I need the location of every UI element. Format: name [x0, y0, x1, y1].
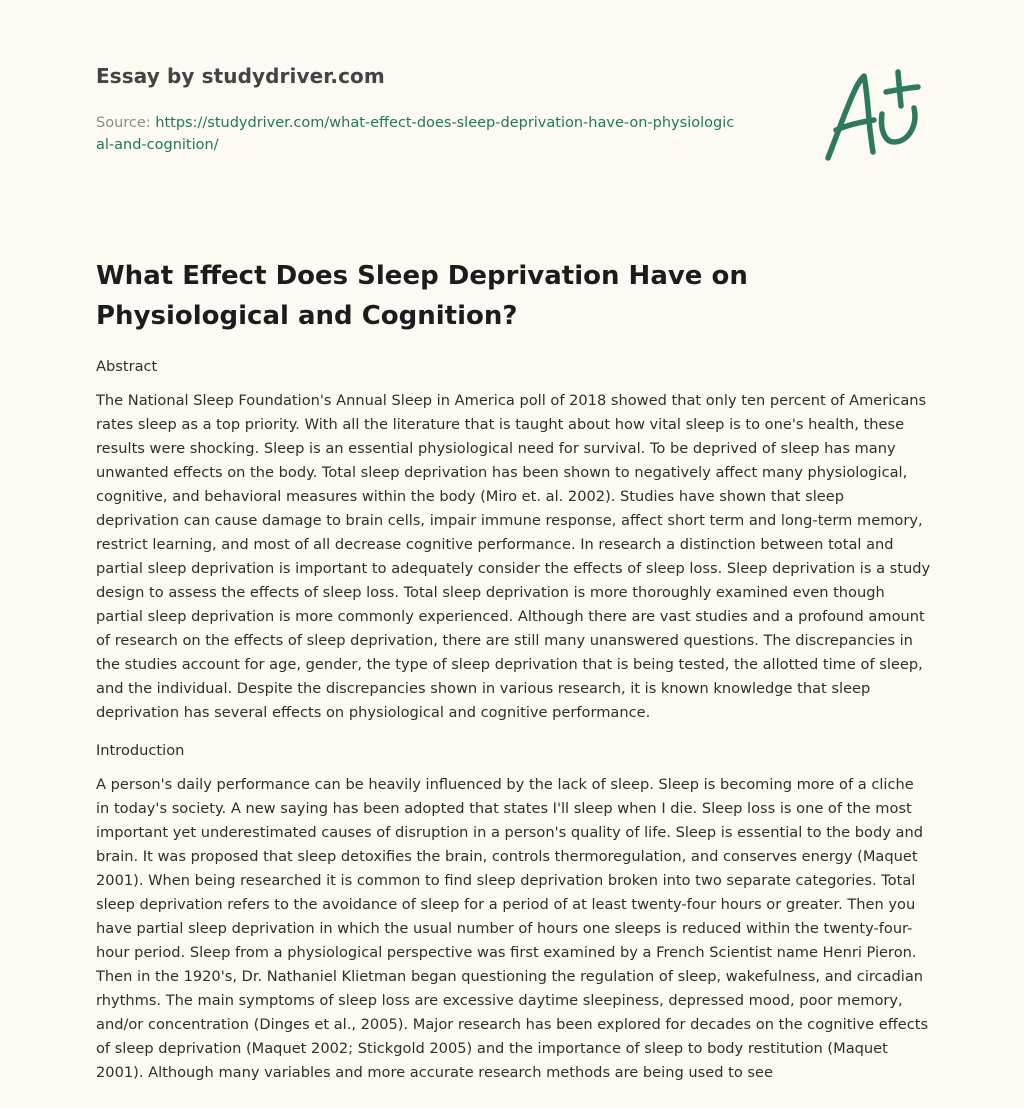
section-body-introduction: A person's daily performance can be heavily influenced by the lack of sleep. Sleep is becoming more of a cliche in today's society. A new saying has been adopted that states I'll sleep when I die. Sleep loss is one of the most important yet underestimated causes of disruption in a person's quality of life. Sleep is essential to the body and brain. It was proposed that sleep detoxifies the brain, controls thermoregulation, and conserves energy (Maquet 2001). When being researched it is common to find sleep deprivation broken into two separate categories. Total sleep deprivation refers to the avoidance of sleep for a period of at least twenty-four hours or greater. Then you have partial sleep deprivation in which the usual number of hours one sleeps is reduced within the twenty-four-hour period. Sleep from a physiological perspective was first examined by a French Scientist name Henri Pieron. Then in the 1920's, Dr. Nathaniel Klietman began questioning the regulation of sleep, wakefulness, and circadian rhythms. The main symptoms of sleep loss are excessive daytime sleepiness, depressed mood, poor memory, and/or concentration (Dinges et al., 2005). Major research has been explored for decades on the cognitive effects of sleep deprivation (Maquet 2002; Stickgold 2005) and the importance of sleep to body restitution (Maquet 2001). Although many variables and more accurate research methods are being used to see: [96, 776, 929, 1081]
essay-content: [96, 355, 931, 1099]
a-plus-grade-icon: [822, 68, 926, 166]
source-link[interactable]: https://studydriver.com/what-effect-does-sleep-deprivation-have-on-physiological-and-cognition/: [96, 115, 735, 153]
section-heading-abstract: Abstract: [96, 358, 158, 375]
essay-title: What Effect Does Sleep Deprivation Have on Physiological and Cognition?: [96, 261, 748, 331]
source-line: [96, 112, 736, 156]
source-label: Source:: [96, 115, 151, 131]
section-heading-introduction: Introduction: [96, 742, 185, 759]
brand-title: Essay by studydriver.com: [96, 64, 385, 88]
section-body-abstract: The National Sleep Foundation's Annual Sleep in America poll of 2018 showed that only ten percent of Americans rates sleep as a top priority. With all the literature that is taught about how vital sleep is to one's health, these results were shocking. Sleep is an essential physiological need for survival. To be deprived of sleep has many unwanted effects on the body. Total sleep deprivation has been shown to negatively affect many physiological, cognitive, and behavioral measures within the body (Miro et. al. 2002). Studies have shown that sleep deprivation can cause damage to brain cells, impair immune response, affect short term and long-term memory, restrict learning, and most of all decrease cognitive performance. In research a distinction between total and partial sleep deprivation is important to adequately consider the effects of sleep loss. Sleep deprivation is a study design to assess the effects of sleep loss. Total sleep deprivation is more thoroughly examined even though partial sleep deprivation is more commonly experienced. Although there are vast studies and a profound amount of research on the effects of sleep deprivation, there are still many unanswered questions. The discrepancies in the studies account for age, gender, the type of sleep deprivation that is being tested, the allotted time of sleep, and the individual. Despite the discrepancies shown in various research, it is known knowledge that sleep deprivation has several effects on physiological and cognitive performance.: [96, 392, 931, 721]
